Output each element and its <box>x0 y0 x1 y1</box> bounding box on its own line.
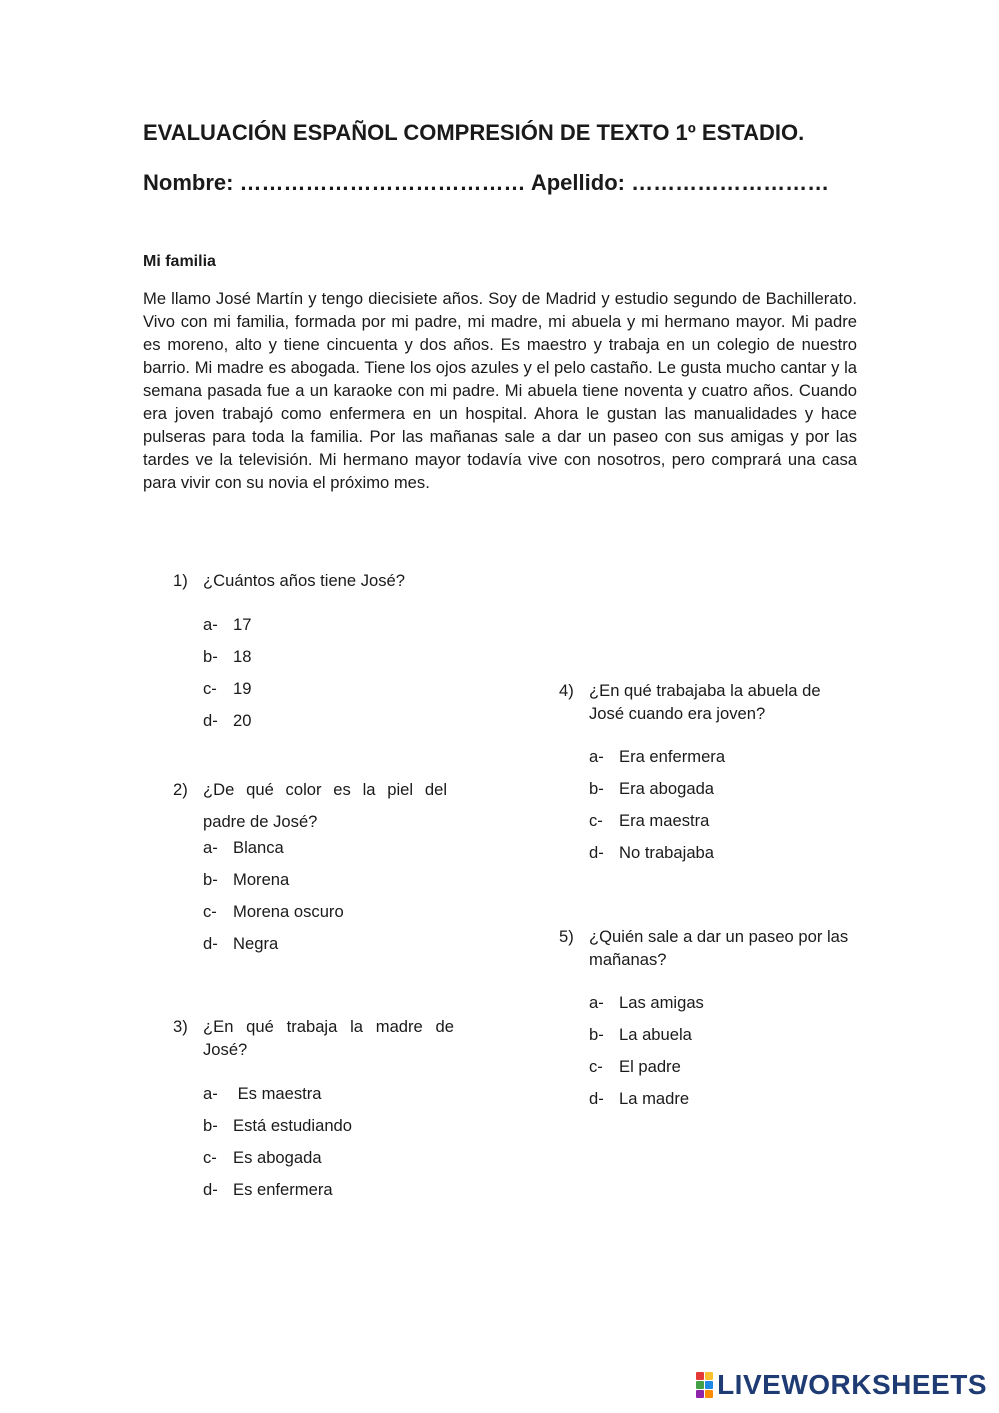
option-text: No trabajaba <box>619 843 715 862</box>
question-text: ¿En qué trabaja la madre de José? <box>203 1017 454 1059</box>
option-letter: b- <box>589 1025 604 1044</box>
option-text: 20 <box>233 711 252 730</box>
option-text: El padre <box>619 1057 681 1076</box>
option-letter: c- <box>203 1148 217 1167</box>
question-text: ¿En qué trabajaba la abuela de José cuando era joven? <box>589 681 821 723</box>
option-letter: a- <box>589 747 604 766</box>
reading-title: Mi familia <box>143 253 216 270</box>
option-text: 17 <box>233 615 252 634</box>
logo-tile <box>696 1372 704 1380</box>
option-text: Negra <box>233 934 279 953</box>
logo-tile <box>705 1390 713 1398</box>
option-letter: d- <box>589 1089 604 1108</box>
option-letter: b- <box>203 870 218 889</box>
option-text: Es maestra <box>233 1084 322 1103</box>
option-text: Está estudiando <box>233 1116 353 1135</box>
question-3 <box>173 1015 458 1063</box>
option-text: Es enfermera <box>233 1180 333 1199</box>
option-text: Es abogada <box>233 1148 322 1167</box>
option-text: Morena oscuro <box>233 902 344 921</box>
option-letter: b- <box>589 779 604 798</box>
question-text: ¿Quién sale a dar un paseo por las mañanas? <box>589 927 849 969</box>
question-number: 1) <box>173 571 188 590</box>
option-letter: a- <box>203 615 218 634</box>
question-5 <box>559 925 859 973</box>
option-text: Era abogada <box>619 779 715 798</box>
option-text: Era enfermera <box>619 747 726 766</box>
option-text: 18 <box>233 647 252 666</box>
option-text: 19 <box>233 679 252 698</box>
logo-tile <box>705 1372 713 1380</box>
logo-tile <box>696 1381 704 1389</box>
option-letter: c- <box>203 902 217 921</box>
worksheet-title: EVALUACIÓN ESPAÑOL COMPRESIÓN DE TEXTO 1º ESTADIO. <box>143 120 805 145</box>
option-letter: c- <box>203 679 217 698</box>
logo-icon <box>696 1372 713 1398</box>
option-text: La abuela <box>619 1025 692 1044</box>
option-letter: a- <box>589 993 604 1012</box>
option-text: Blanca <box>233 838 284 857</box>
liveworksheets-logo <box>696 1369 987 1401</box>
question-1 <box>173 569 473 593</box>
option-letter: c- <box>589 1057 603 1076</box>
option-letter: a- <box>203 838 218 857</box>
reading-passage: Me llamo José Martín y tengo diecisiete años. Soy de Madrid y estudio segundo de Bachillerato. Vivo con mi familia, formada por mi padre, mi madre, mi abuela y mi hermano mayor. Mi padre es moreno, alto y tiene cincuenta y dos años. Es maestro y trabaja en un colegio de nuestro barrio. Mi madre es abogada. Tiene los ojos azules y el pelo castaño. Le gusta mucho cantar y la semana pasada fue a un karaoke con mi padre. Mi abuela tiene noventa y cuatro años. Cuando era joven trabajó como enfermera en un hospital. Ahora le gustan las manualidades y hace pulseras para toda la familia. Por las mañanas sale a dar un paseo con sus amigas y por las tardes ve la televisión. Mi hermano mayor todavía vive con nosotros, pero comprará una casa para vivir con su novia el próximo mes. <box>143 289 857 492</box>
option-letter: a- <box>203 1084 218 1103</box>
question-2 <box>173 774 453 830</box>
option-letter: d- <box>589 843 604 862</box>
option-letter: c- <box>589 811 603 830</box>
option-letter: d- <box>203 934 218 953</box>
option-text: Morena <box>233 870 290 889</box>
option-letter: b- <box>203 1116 218 1135</box>
option-text: La madre <box>619 1089 690 1108</box>
question-number: 3) <box>173 1017 188 1036</box>
logo-tile <box>705 1381 713 1389</box>
question-number: 2) <box>173 780 188 799</box>
option-letter: d- <box>203 711 218 730</box>
option-letter: b- <box>203 647 218 666</box>
question-number: 5) <box>559 927 574 946</box>
question-number: 4) <box>559 681 574 700</box>
option-text: Las amigas <box>619 993 704 1012</box>
logo-tile <box>696 1390 704 1398</box>
option-letter: d- <box>203 1180 218 1199</box>
question-text: ¿De qué color es la piel del padre de José? <box>203 780 447 831</box>
logo-text: LIVEWORKSHEETS <box>717 1369 987 1400</box>
name-surname-line: Nombre: ………………………………… Apellido: ……………………… <box>143 170 830 195</box>
question-text: ¿Cuántos años tiene José? <box>203 571 406 590</box>
option-text: Era maestra <box>619 811 710 830</box>
question-4 <box>559 679 859 727</box>
